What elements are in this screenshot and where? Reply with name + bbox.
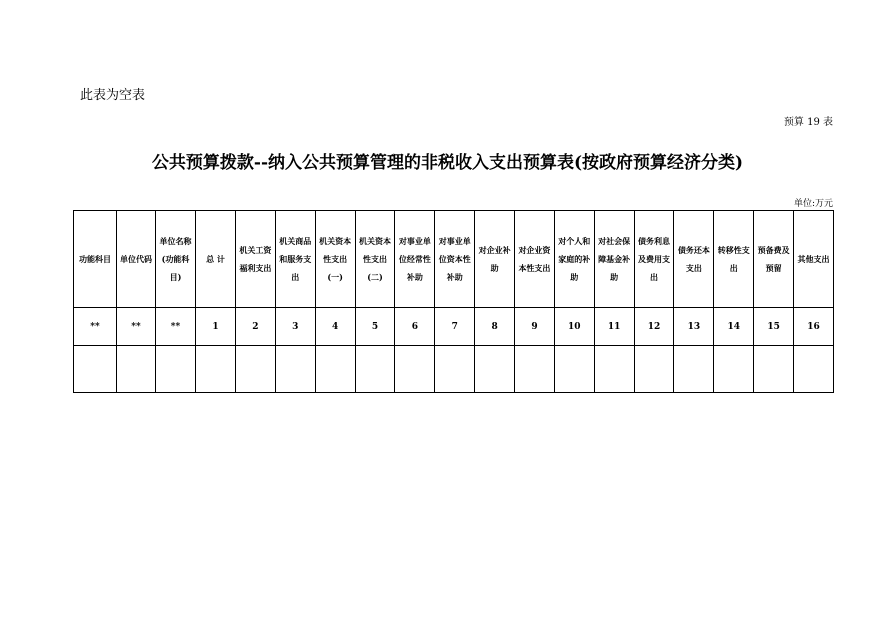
header-cell: 机关资本性支出(一)	[315, 211, 355, 308]
header-row	[74, 211, 834, 308]
number-cell: 2	[236, 308, 276, 346]
header-cell: 债务利息及费用支出	[634, 211, 674, 308]
number-cell: **	[74, 308, 117, 346]
header-cell: 总 计	[196, 211, 236, 308]
header-cell: 转移性支出	[714, 211, 754, 308]
data-cell	[236, 346, 276, 393]
header-cell: 对企业资本性支出	[515, 211, 555, 308]
empty-table-note: 此表为空表	[80, 88, 146, 103]
number-cell: 9	[515, 308, 555, 346]
empty-data-row	[74, 346, 834, 393]
number-cell: 16	[794, 308, 834, 346]
number-cell: 1	[196, 308, 236, 346]
data-cell	[435, 346, 475, 393]
number-cell: 8	[475, 308, 515, 346]
budget-table	[73, 210, 834, 393]
form-number: 预算 19 表	[783, 117, 833, 128]
number-cell: 10	[554, 308, 594, 346]
data-cell	[355, 346, 395, 393]
data-cell	[156, 346, 196, 393]
number-cell: **	[156, 308, 196, 346]
header-cell: 对社会保障基金补助	[594, 211, 634, 308]
column-number-row	[74, 308, 834, 346]
header-cell: 单位代码	[117, 211, 156, 308]
header-cell: 机关资本性支出(二)	[355, 211, 395, 308]
number-cell: 12	[634, 308, 674, 346]
number-cell: 7	[435, 308, 475, 346]
number-cell: 5	[355, 308, 395, 346]
data-cell	[475, 346, 515, 393]
data-cell	[754, 346, 794, 393]
number-cell: 14	[714, 308, 754, 346]
number-cell: 11	[594, 308, 634, 346]
data-cell	[515, 346, 555, 393]
header-cell: 对企业补助	[475, 211, 515, 308]
data-cell	[634, 346, 674, 393]
data-cell	[275, 346, 315, 393]
data-cell	[117, 346, 156, 393]
header-cell: 机关商品和服务支出	[275, 211, 315, 308]
number-cell: 15	[754, 308, 794, 346]
page-title: 公共预算拨款--纳入公共预算管理的非税收入支出预算表(按政府预算经济分类)	[151, 153, 744, 173]
unit-label: 单位:万元	[793, 199, 833, 209]
header-cell: 对事业单位资本性补助	[435, 211, 475, 308]
data-cell	[674, 346, 714, 393]
header-cell: 预备费及预留	[754, 211, 794, 308]
number-cell: 6	[395, 308, 435, 346]
header-cell: 债务还本支出	[674, 211, 714, 308]
data-cell	[594, 346, 634, 393]
number-cell: **	[117, 308, 156, 346]
header-cell: 功能科目	[74, 211, 117, 308]
number-cell: 3	[275, 308, 315, 346]
data-cell	[196, 346, 236, 393]
header-cell: 单位名称(功能科目)	[156, 211, 196, 308]
header-cell: 对事业单位经常性补助	[395, 211, 435, 308]
data-cell	[74, 346, 117, 393]
number-cell: 4	[315, 308, 355, 346]
number-cell: 13	[674, 308, 714, 346]
data-cell	[794, 346, 834, 393]
header-cell: 其他支出	[794, 211, 834, 308]
data-cell	[554, 346, 594, 393]
header-cell: 对个人和家庭的补助	[554, 211, 594, 308]
header-cell: 机关工资福利支出	[236, 211, 276, 308]
data-cell	[714, 346, 754, 393]
data-cell	[395, 346, 435, 393]
data-cell	[315, 346, 355, 393]
